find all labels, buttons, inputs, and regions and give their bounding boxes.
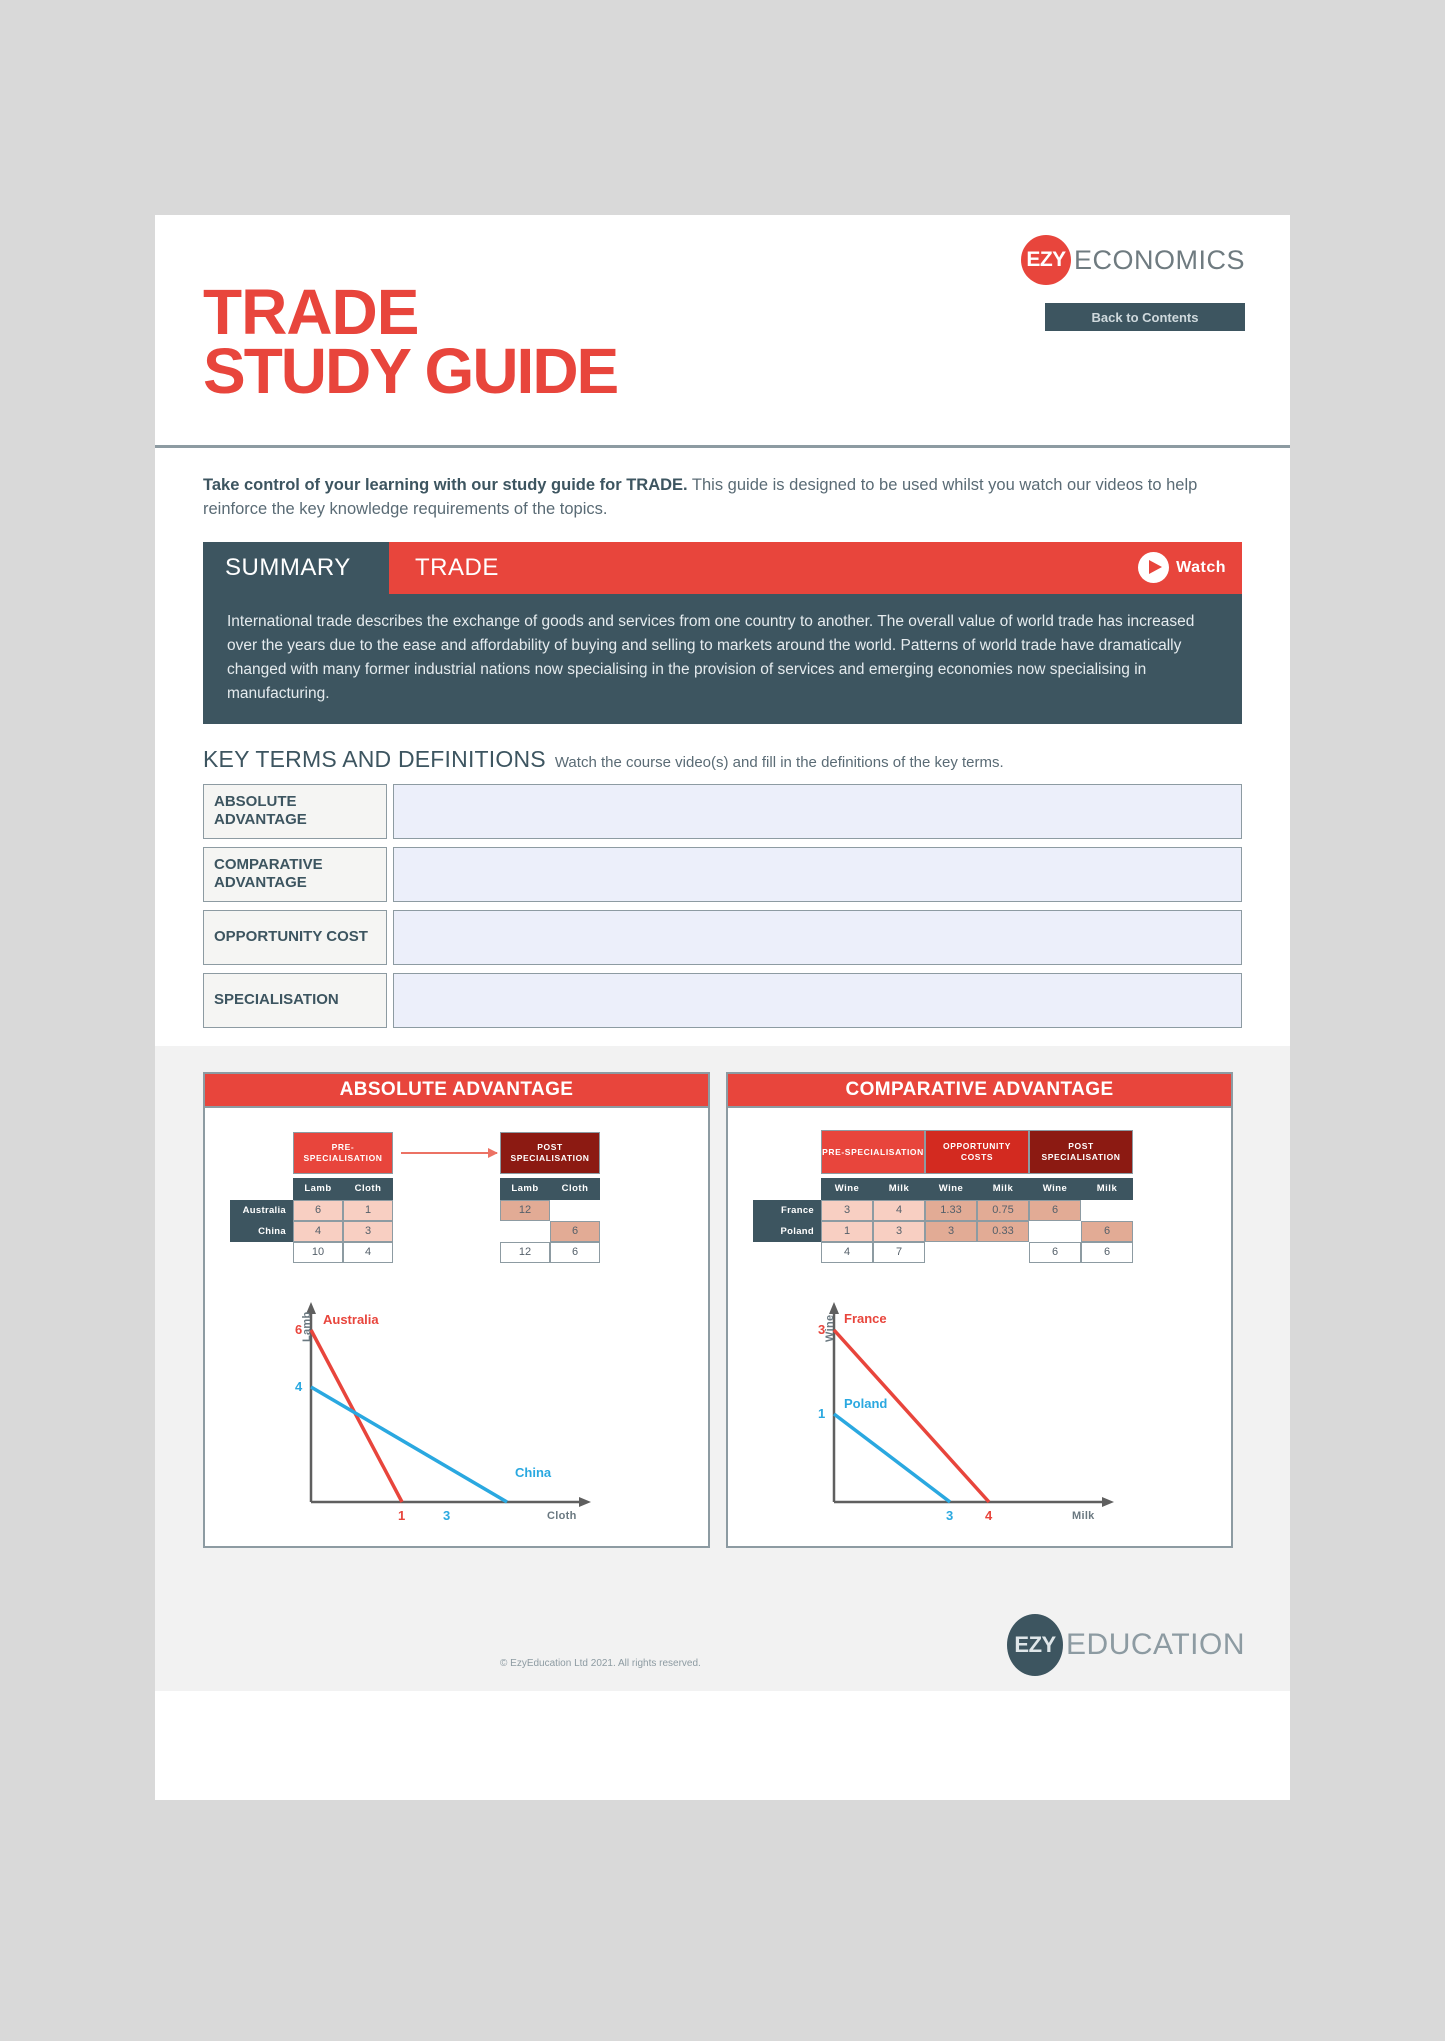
key-term-label: OPPORTUNITY COST [203,910,387,965]
comp-france-milk-pre: 4 [873,1200,925,1221]
comp-france-milk-opp: 0.75 [977,1200,1029,1221]
panel-absolute-advantage [203,1072,710,1548]
ezy-education-logo [1007,1614,1245,1676]
comp-total-wine-pre: 4 [821,1242,873,1263]
comp-chart-xlabel: Milk [1072,1509,1095,1522]
abs-pre-total-lamb: 10 [293,1242,343,1263]
key-terms-heading-row [203,746,1242,773]
abs-pre-col-cloth: Cloth [343,1178,393,1200]
copyright-text: © EzyEducation Ltd 2021. All rights reserved. [500,1657,701,1669]
key-terms-table [203,784,1242,1028]
abs-post-china-lamb [500,1221,550,1242]
page-title [203,276,618,407]
comp-chart-ytick-3: 3 [818,1321,826,1337]
comp-poland-wine-opp: 3 [925,1221,977,1242]
table-row [203,847,1242,902]
comp-chart-ylabel: Wine [824,1314,836,1342]
comp-total-milk-opp [977,1242,1029,1263]
table-row [203,973,1242,1028]
key-terms-title: KEY TERMS AND DEFINITIONS [203,745,546,772]
chart-absolute-svg [265,1298,655,1538]
ezy-logo-mark: EZY [1021,235,1071,285]
panels-row [203,1072,1242,1548]
lower-content [155,1046,1290,1606]
summary-bar [203,542,1242,594]
comp-pre-spec-label: PRE-SPECIALISATION [821,1130,925,1174]
comp-col-milk-opp: Milk [977,1178,1029,1200]
comp-poland-wine-pre: 1 [821,1221,873,1242]
abs-chart-series-china: China [515,1464,552,1480]
abs-chart-xtick-1: 1 [398,1507,406,1523]
panel-absolute-body [203,1108,710,1548]
intro-paragraph [203,474,1242,522]
back-to-contents-button[interactable]: Back to Contents [1045,303,1245,331]
ezy-logo-word: ECONOMICS [1073,244,1245,275]
ezy-footer-logo-mark: EZY [1007,1614,1063,1676]
comp-france-milk-post [1081,1200,1133,1221]
key-term-answer-field[interactable] [393,973,1242,1028]
intro-bold: Take control of your learning with our study guide for TRADE. [203,476,688,494]
abs-pre-china-lamb: 4 [293,1221,343,1242]
abs-pre-australia-lamb: 6 [293,1200,343,1221]
comp-chart-xtick-4: 4 [985,1507,993,1523]
abs-post-australia-lamb: 12 [500,1200,550,1221]
watch-label: Watch [1176,558,1226,576]
panel-comparative-header: COMPARATIVE ADVANTAGE [726,1072,1233,1108]
comp-chart-xtick-3: 3 [946,1507,954,1523]
key-term-answer-field[interactable] [393,847,1242,902]
key-term-answer-field[interactable] [393,910,1242,965]
comp-post-spec-label: POST SPECIALISATION [1029,1130,1133,1174]
abs-post-australia-cloth [550,1200,600,1221]
comp-col-wine-opp: Wine [925,1178,977,1200]
comp-row-poland: Poland [753,1221,821,1242]
abs-pre-total-cloth: 4 [343,1242,393,1263]
page-title-line1: TRADE [203,276,419,348]
abs-pre-spec-label: PRE-SPECIALISATION [293,1132,393,1174]
comp-chart-ytick-1: 1 [818,1405,826,1421]
page-title-line2: STUDY GUIDE [203,334,618,407]
comp-poland-milk-opp: 0.33 [977,1221,1029,1242]
abs-chart-ytick-4: 4 [295,1378,303,1394]
comp-chart-series-france: France [844,1310,887,1326]
table-row [203,910,1242,965]
panel-comparative-body [726,1108,1233,1548]
comp-col-wine-pre: Wine [821,1178,873,1200]
comp-total-milk-post: 6 [1081,1242,1133,1263]
comp-france-wine-post: 6 [1029,1200,1081,1221]
abs-post-china-cloth: 6 [550,1221,600,1242]
comp-total-wine-post: 6 [1029,1242,1081,1263]
table-row [203,784,1242,839]
comp-total-wine-opp [925,1242,977,1263]
ezy-footer-logo-word: EDUCATION [1066,1627,1245,1661]
summary-topic-label: TRADE [415,553,499,581]
comp-poland-milk-post: 6 [1081,1221,1133,1242]
panel-comparative-advantage [726,1072,1233,1548]
comp-chart-series-poland: Poland [844,1395,888,1411]
comp-poland-wine-post [1029,1221,1081,1242]
key-terms-subtitle: Watch the course video(s) and fill in the definitions of the key terms. [554,753,1004,771]
chart-comparative-advantage [788,1298,1178,1538]
abs-post-total-lamb: 12 [500,1242,550,1263]
abs-post-col-lamb: Lamb [500,1178,550,1200]
specialisation-arrow-icon [401,1152,497,1154]
abs-chart-ytick-6: 6 [295,1321,303,1337]
comp-col-milk-pre: Milk [873,1178,925,1200]
summary-tab[interactable]: SUMMARY [203,542,389,594]
play-icon [1138,552,1169,583]
abs-chart-xtick-3: 3 [443,1507,451,1523]
key-term-answer-field[interactable] [393,784,1242,839]
comp-france-wine-opp: 1.33 [925,1200,977,1221]
comp-row-france: France [753,1200,821,1221]
abs-chart-series-australia: Australia [323,1311,379,1327]
abs-post-col-cloth: Cloth [550,1178,600,1200]
comp-col-wine-post: Wine [1029,1178,1081,1200]
page-footer [155,1606,1290,1691]
chart-comparative-svg [788,1298,1178,1538]
abs-pre-row-china: China [230,1221,293,1242]
abs-pre-col-lamb: Lamb [293,1178,343,1200]
panel-absolute-header: ABSOLUTE ADVANTAGE [203,1072,710,1108]
abs-chart-ylabel: Lamb [301,1311,313,1342]
comp-poland-milk-pre: 3 [873,1221,925,1242]
comp-col-milk-post: Milk [1081,1178,1133,1200]
comp-total-milk-pre: 7 [873,1242,925,1263]
key-term-label: ABSOLUTE ADVANTAGE [203,784,387,839]
abs-post-spec-label: POST SPECIALISATION [500,1132,600,1174]
upper-content [155,450,1290,1028]
key-term-label: COMPARATIVE ADVANTAGE [203,847,387,902]
summary-body-text: International trade describes the exchange of goods and services from one country to another. The overall value of world trade has increased over the years due to the ease and affordability of buying and selling to markets around the world. Patterns of world trade have dramatically changed with many former industrial nations now specialising in the provision of services and emerging economies now specialising in manufacturing. [203,594,1242,724]
comp-france-wine-pre: 3 [821,1200,873,1221]
ezy-economics-logo [1021,235,1245,285]
page-header [155,215,1290,450]
study-guide-page [155,215,1290,1800]
comp-opportunity-costs-label: OPPORTUNITY COSTS [925,1130,1029,1174]
abs-pre-row-australia: Australia [230,1200,293,1221]
key-term-label: SPECIALISATION [203,973,387,1028]
abs-pre-australia-cloth: 1 [343,1200,393,1221]
abs-pre-china-cloth: 3 [343,1221,393,1242]
abs-chart-xlabel: Cloth [547,1509,577,1522]
watch-video-button[interactable] [1138,542,1226,594]
summary-topic [389,542,1242,594]
header-divider [155,445,1290,448]
abs-post-total-cloth: 6 [550,1242,600,1263]
chart-absolute-advantage [265,1298,655,1538]
intro-rest: This guide is designed to be used whilst you watch our videos to help reinforce the key knowledge requirements of the topics. [203,476,1198,518]
